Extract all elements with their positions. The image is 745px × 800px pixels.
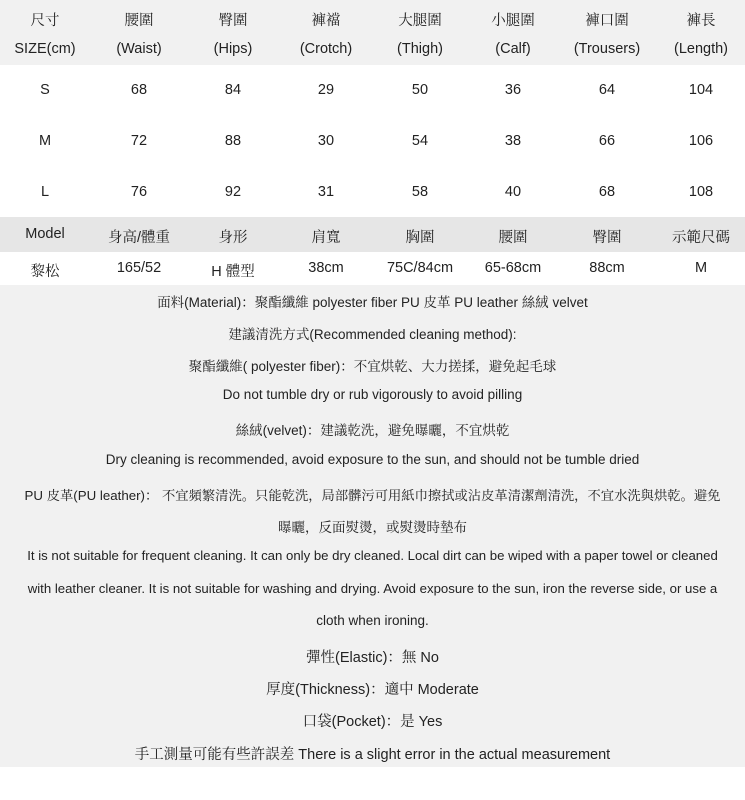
size-label: M	[38, 133, 52, 149]
model-demo-size: M	[694, 260, 708, 276]
cleaning-title: 建議清洗方式(Recommended cleaning method):	[228, 327, 517, 342]
header-size-zh: 尺寸	[30, 13, 60, 29]
waist-value: 76	[130, 184, 148, 200]
header-calf-en: (Calf)	[495, 41, 531, 57]
header-size-en: SIZE(cm)	[14, 41, 76, 57]
calf-value: 40	[504, 184, 522, 200]
header-calf-zh: 小腿圍	[491, 13, 535, 29]
header-crotch-en: (Crotch)	[299, 41, 353, 57]
pu-care-zh-line2: 曝曬，反面熨燙，或熨燙時墊布	[278, 520, 467, 535]
length-value: 108	[688, 184, 714, 200]
model-name: 黎松	[30, 264, 60, 280]
crotch-value: 30	[317, 133, 335, 149]
header-waist: 腰圍	[498, 230, 528, 246]
pu-care-en-line1: It is not suitable for frequent cleaning. It can only be dry cleaned. Local dirt can be wiped with a paper towel or cleaned	[27, 548, 718, 563]
pu-care-en-line2: with leather cleaner. It is not suitable for washing and drying. Avoid exposure to the sun, iron the reverse side, or use a	[27, 581, 718, 596]
header-model: Model	[25, 226, 65, 242]
model-shoulder: 38cm	[308, 260, 344, 276]
material-line: 面料(Material)：聚酯纖維 polyester fiber PU 皮革 PU leather 絲絨 velvet	[157, 295, 588, 310]
waist-value: 68	[130, 82, 148, 98]
hips-value: 92	[224, 184, 242, 200]
crotch-value: 31	[317, 184, 335, 200]
header-waist-en: (Waist)	[116, 41, 162, 57]
calf-value: 36	[504, 82, 522, 98]
calf-value: 38	[504, 133, 522, 149]
velvet-care-zh: 絲絨(velvet)：建議乾洗，避免曝曬，不宜烘乾	[235, 423, 510, 438]
header-thigh-en: (Thigh)	[397, 41, 443, 57]
hips-value: 84	[224, 82, 242, 98]
header-hips-zh: 臀圍	[218, 13, 248, 29]
header-trousers-en: (Trousers)	[573, 41, 641, 57]
header-height-weight: 身高/體重	[107, 230, 171, 246]
polyester-care-en: Do not tumble dry or rub vigorously to avoid pilling	[222, 387, 523, 402]
crotch-value: 29	[317, 82, 335, 98]
size-label: S	[40, 82, 50, 98]
length-value: 106	[688, 133, 714, 149]
size-label: L	[40, 184, 50, 200]
header-shoulder: 肩寬	[311, 230, 341, 246]
pocket-line: 口袋(Pocket)：是 Yes	[302, 714, 443, 730]
polyester-care-zh: 聚酯纖維( polyester fiber)：不宜烘乾、大力搓揉，避免起毛球	[188, 359, 557, 374]
model-table-body	[0, 252, 745, 285]
thickness-line: 厚度(Thickness)：適中 Moderate	[266, 682, 479, 698]
thigh-value: 58	[411, 184, 429, 200]
header-demo-size: 示範尺碼	[672, 230, 730, 246]
size-table-body	[0, 65, 745, 217]
model-waist: 65-68cm	[484, 260, 542, 276]
hips-value: 88	[224, 133, 242, 149]
elastic-line: 彈性(Elastic)：無 No	[306, 650, 439, 666]
header-trousers-zh: 褲口圍	[585, 13, 629, 29]
model-body-shape: H 體型	[211, 264, 255, 280]
header-body-shape: 身形	[218, 230, 248, 246]
pu-care-zh-line1: PU 皮革(PU leather)： 不宜頻繁清洗。只能乾洗，局部髒污可用紙巾擦拭或沾皮革清潔劑清洗，不宜水洗與烘乾。避免	[24, 488, 721, 503]
header-waist-zh: 腰圍	[124, 13, 154, 29]
header-hips-en: (Hips)	[213, 41, 253, 57]
thigh-value: 54	[411, 133, 429, 149]
measurement-disclaimer: 手工測量可能有些許誤差 There is a slight error in the actual measurement	[134, 747, 611, 763]
trousers-value: 66	[598, 133, 616, 149]
waist-value: 72	[130, 133, 148, 149]
trousers-value: 68	[598, 184, 616, 200]
header-length-en: (Length)	[673, 41, 729, 57]
header-thigh-zh: 大腿圍	[398, 13, 442, 29]
model-hips: 88cm	[589, 260, 625, 276]
header-chest: 胸圍	[405, 230, 435, 246]
trousers-value: 64	[598, 82, 616, 98]
model-chest: 75C/84cm	[386, 260, 454, 276]
length-value: 104	[688, 82, 714, 98]
pu-care-en-line3: cloth when ironing.	[316, 613, 429, 628]
header-crotch-zh: 褲襠	[311, 13, 341, 29]
header-length-zh: 褲長	[686, 13, 716, 29]
thigh-value: 50	[411, 82, 429, 98]
header-hips: 臀圍	[592, 230, 622, 246]
velvet-care-en: Dry cleaning is recommended, avoid exposure to the sun, and should not be tumble dried	[105, 452, 640, 467]
model-height-weight: 165/52	[116, 260, 162, 276]
